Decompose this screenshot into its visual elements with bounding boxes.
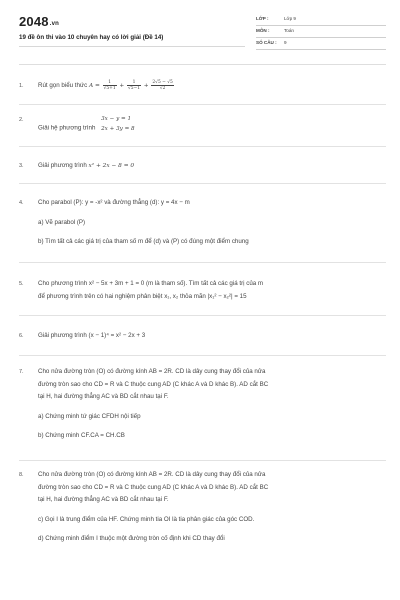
question-divider: [19, 460, 386, 461]
question-6: 6. Giải phương trình (x − 1)⁴ = x² − 2x + 3: [19, 332, 146, 339]
meta-row-class: LỚP : Lớp 9: [256, 14, 386, 26]
question-divider: [19, 355, 386, 356]
fraction: $\frac{2√5 - √5}{√2}$: [152, 80, 173, 91]
equation-system: 3x − y = 1 2x + 3y = 8: [101, 116, 135, 132]
question-divider: [19, 146, 386, 147]
question-divider: [19, 262, 386, 263]
meta-row-count: SỐ CÂU : 9: [256, 38, 386, 50]
question-7: 7. Cho nửa đường tròn (O) có đường kính AB = 2R. CD là dây cung thay đổi của nửa đường tròn sao cho CD = R và C thuộc cung AD (C khác A và D khác B). AD cắt BC tại H, hai đường thẳng AC và BD cắt nhau tại F. a) Chứng minh tứ giác CFDH nội tiếp b) Chứng minh CF.CA = CH.CB: [19, 368, 269, 439]
header-separator: [19, 64, 386, 65]
meta-row-subject: MÔN : Toán: [256, 26, 386, 38]
question-2: 2. Giải hệ phương trình 3x − y = 1 2x + 3y = 8: [19, 116, 135, 132]
question-5: 5. Cho phương trình x² − 5x + 3m + 1 = 0 (m là tham số). Tìm tất cả các giá trị của m để phương trình trên có hai nghiệm phân biệt x₁, x₂ thỏa mãn |x₁² − x₂²| = 15: [19, 280, 264, 300]
question-8: 8. Cho nửa đường tròn (O) có đường kính AB = 2R. CD là dây cung thay đổi của nửa đường tròn sao cho CD = R và C thuộc cung AD (C khác A và D khác B). AD cắt BC tại H, hai đường thẳng AC và BD cắt nhau tại F. c) Gọi I là trung điểm của HF. Chứng minh tia OI là tia phân giác của góc COD. d) Chứng minh điểm I thuộc một đường tròn cố định khi CD thay đổi: [19, 471, 269, 542]
fraction: $\frac{1}{√5+1}$: [103, 80, 116, 91]
meta-table: [256, 14, 386, 50]
question-divider: [19, 315, 386, 316]
site-logo[interactable]: 2048.vn: [19, 14, 60, 29]
header: [0, 0, 400, 62]
question-4: 4. Cho parabol (P): y = -x² và đường thẳng (d): y = 4x − m a) Vẽ parabol (P) b) Tìm tất cả các giá trị của tham số m để (d) và (P) có đúng một điểm chung: [19, 199, 249, 245]
fraction: $\frac{1}{√5-1}$: [127, 80, 141, 91]
question-1: 1. Rút gọn biểu thức A = $\frac{1}{√5+1}$ + $\frac{1}{√5-1}$ + $\frac{2√5 - √5}{√2}$: [19, 80, 173, 91]
title-divider: [19, 46, 245, 47]
question-divider: [19, 183, 386, 184]
page-title: 19 đề ôn thi vào 10 chuyên hay có lời giải (Đề 14): [19, 34, 164, 41]
question-3: 3. Giải phương trình x² + 2x − 8 = 0: [19, 162, 135, 169]
question-divider: [19, 104, 386, 105]
